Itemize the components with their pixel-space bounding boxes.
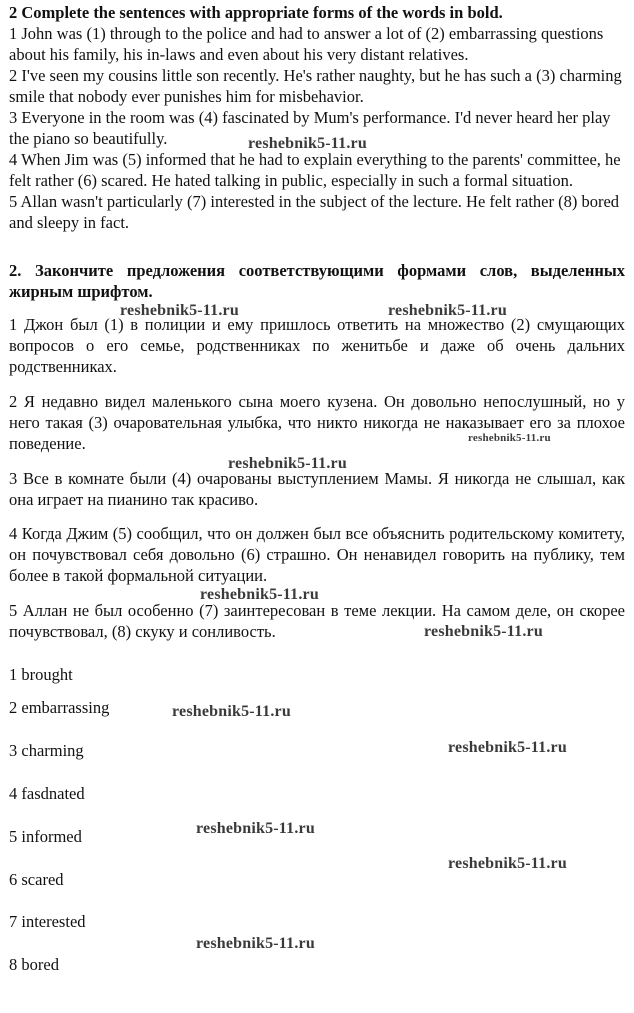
watermark: reshebnik5-11.ru <box>120 302 239 319</box>
watermark: reshebnik5-11.ru <box>448 739 567 756</box>
sentence-ru-4: 4 Когда Джим (5) сообщил, что он должен был все объяснить родительскому комитету, он почувствовал себя довольно (6) страшно. Он ненавидел говорить на публику, тем более в такой формальной ситуации. <box>9 524 625 585</box>
russian-sentence-4 <box>9 523 625 586</box>
watermark: reshebnik5-11.ru <box>248 135 367 152</box>
sentence-ru-1: 1 Джон был (1) в полиции и ему пришлось ответить на множество (2) смущающих вопросов о его семье, родственниках по женитьбе и даже об очень дальних родственниках. <box>9 315 625 376</box>
watermark: reshebnik5-11.ru <box>196 935 315 952</box>
sentence-en-4: 4 When Jim was (5) informed that he had to explain everything to the parents' committee, he felt rather (6) scared. He hated talking in public, especially in such a formal situation. <box>9 150 621 190</box>
sentence-en-1: 1 John was (1) through to the police and had to answer a lot of (2) embarrassing questions about his family, his in-laws and even about his very distant relatives. <box>9 24 604 64</box>
exercise-heading-en: 2 Complete the sentences with appropriate forms of the words in bold. <box>9 3 503 22</box>
answer-2: 2 embarrassing <box>9 698 110 717</box>
sentence-ru-2: 2 Я недавно видел маленького сына моего кузена. Он довольно непослушный, но у него такая (3) очаровательная улыбка, что никто никогда не наказывает его за плохое поведение. <box>9 392 625 453</box>
sentence-en-3: 3 Everyone in the room was (4) fascinated by Mum's performance. I'd never heard her play the piano so beautifully. <box>9 108 611 148</box>
russian-sentence-3 <box>9 468 625 510</box>
russian-heading-block <box>9 260 625 302</box>
sentence-en-5: 5 Allan wasn't particularly (7) interested in the subject of the lecture. He felt rather (8) bored and sleepy in fact. <box>9 192 620 232</box>
answer-6: 6 scared <box>9 870 64 889</box>
answer-7: 7 interested <box>9 912 86 931</box>
sentence-en-2: 2 I've seen my cousins little son recently. He's rather naughty, but he has such a (3) charming smile that nobody ever punishes him for misbehavior. <box>9 66 622 106</box>
english-exercise <box>9 2 625 233</box>
answer-1: 1 brought <box>9 665 73 684</box>
answer-5: 5 informed <box>9 827 82 846</box>
sentence-ru-3: 3 Все в комнате были (4) очарованы выступлением Мамы. Я никогда не слышал, как она играет на пианино так красиво. <box>9 469 625 509</box>
answer-3: 3 charming <box>9 741 84 760</box>
watermark: reshebnik5-11.ru <box>196 820 315 837</box>
exercise-heading-ru: 2. Закончите предложения соответствующими формами слов, выделенных жирным шрифтом. <box>9 261 625 301</box>
answer-8: 8 bored <box>9 955 59 974</box>
answer-4: 4 fasdnated <box>9 784 85 803</box>
sentence-ru-5: 5 Аллан не был особенно (7) заинтересован в теме лекции. На самом деле, он скорее почувствовал, (8) скуку и сонливость. <box>9 601 625 641</box>
watermark: reshebnik5-11.ru <box>172 703 291 720</box>
russian-sentence-1 <box>9 314 625 377</box>
watermark: reshebnik5-11.ru <box>228 455 347 472</box>
watermark: reshebnik5-11.ru <box>468 432 551 444</box>
watermark: reshebnik5-11.ru <box>200 586 319 603</box>
watermark: reshebnik5-11.ru <box>388 302 507 319</box>
watermark: reshebnik5-11.ru <box>424 623 543 640</box>
watermark: reshebnik5-11.ru <box>448 855 567 872</box>
